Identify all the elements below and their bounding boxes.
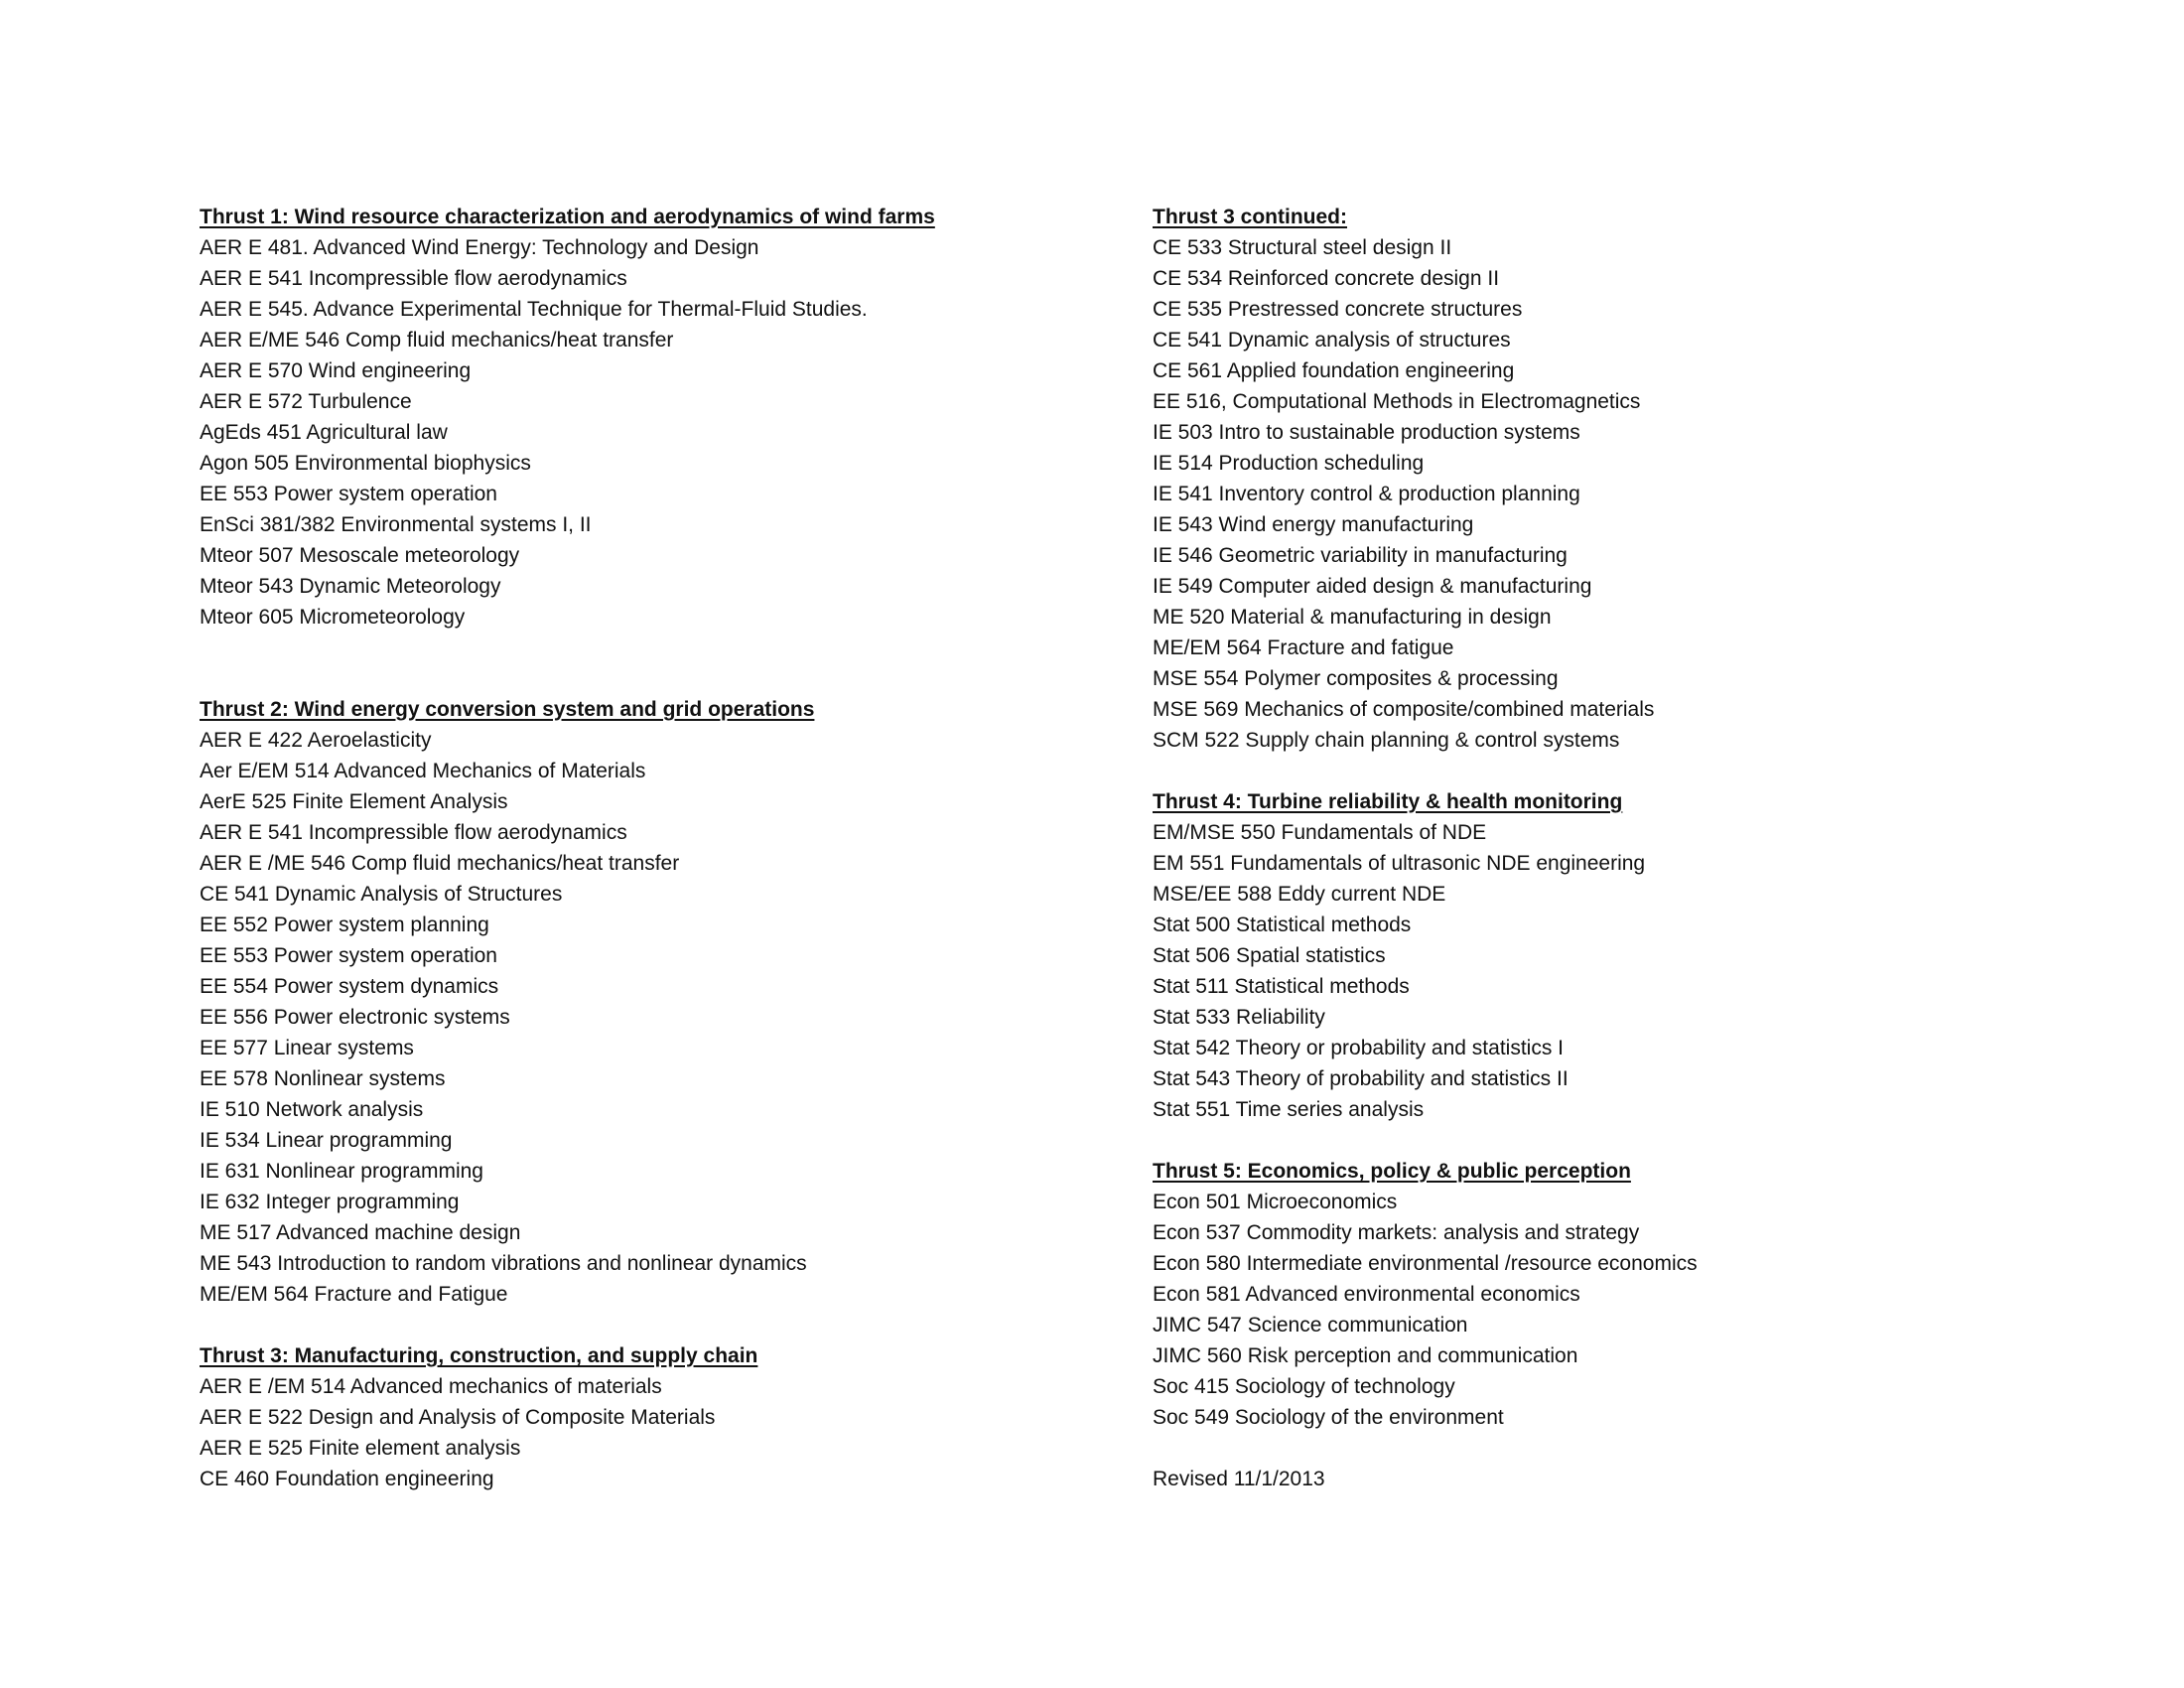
left-column xyxy=(200,202,1123,1494)
section-spacer xyxy=(1153,1433,2046,1464)
course-item: EnSci 381/382 Environmental systems I, II xyxy=(200,513,592,536)
course-item: CE 541 Dynamic analysis of structures xyxy=(1153,329,1511,352)
course-item: EE 578 Nonlinear systems xyxy=(200,1067,446,1090)
thrust5-heading: Thrust 5: Economics, policy & public perception xyxy=(1153,1160,1631,1183)
course-item: AER E 541 Incompressible flow aerodynamics xyxy=(200,267,627,290)
thrust4-section xyxy=(1153,786,2046,1125)
course-item: AER E 572 Turbulence xyxy=(200,390,412,413)
course-item: MSE/EE 588 Eddy current NDE xyxy=(1153,883,1446,906)
course-item: IE 534 Linear programming xyxy=(200,1129,453,1152)
course-item: Soc 549 Sociology of the environment xyxy=(1153,1406,1504,1429)
course-item: Econ 580 Intermediate environmental /resource economics xyxy=(1153,1252,1698,1275)
thrust2-heading: Thrust 2: Wind energy conversion system and grid operations xyxy=(200,698,815,721)
course-item: AER E 522 Design and Analysis of Composite Materials xyxy=(200,1406,716,1429)
course-item: IE 546 Geometric variability in manufacturing xyxy=(1153,544,1568,567)
course-item: EE 553 Power system operation xyxy=(200,483,497,505)
course-item: MSE 554 Polymer composites & processing xyxy=(1153,667,1559,690)
course-item: Econ 537 Commodity markets: analysis and strategy xyxy=(1153,1221,1640,1244)
course-item: CE 535 Prestressed concrete structures xyxy=(1153,298,1523,321)
thrust2-course-list xyxy=(200,725,1123,1310)
course-item: Stat 533 Reliability xyxy=(1153,1006,1325,1029)
course-item: MSE 569 Mechanics of composite/combined materials xyxy=(1153,698,1655,721)
course-item: Mteor 507 Mesoscale meteorology xyxy=(200,544,520,567)
thrust3-continued-course-list xyxy=(1153,232,2046,756)
course-item: Stat 542 Theory or probability and statistics I xyxy=(1153,1037,1564,1059)
thrust4-course-list xyxy=(1153,817,2046,1125)
course-item: IE 543 Wind energy manufacturing xyxy=(1153,513,1474,536)
section-spacer xyxy=(1153,756,2046,786)
course-item: IE 549 Computer aided design & manufacturing xyxy=(1153,575,1592,598)
course-item: AER E 541 Incompressible flow aerodynamics xyxy=(200,821,627,844)
thrust3-continued-section xyxy=(1153,202,2046,756)
revised-date: Revised 11/1/2013 xyxy=(1153,1468,1325,1490)
course-item: SCM 522 Supply chain planning & control systems xyxy=(1153,729,1620,752)
course-item: AER E 525 Finite element analysis xyxy=(200,1437,521,1460)
thrust4-heading: Thrust 4: Turbine reliability & health monitoring xyxy=(1153,790,1623,813)
course-item: EE 516, Computational Methods in Electromagnetics xyxy=(1153,390,1641,413)
course-item: ME 520 Material & manufacturing in design xyxy=(1153,606,1552,629)
course-item: CE 460 Foundation engineering xyxy=(200,1468,494,1490)
thrust1-course-list xyxy=(200,232,1123,633)
course-item: IE 632 Integer programming xyxy=(200,1191,460,1213)
section-spacer xyxy=(200,1310,1123,1340)
thrust5-course-list xyxy=(1153,1187,2046,1433)
course-item: Mteor 543 Dynamic Meteorology xyxy=(200,575,501,598)
course-item: CE 561 Applied foundation engineering xyxy=(1153,359,1515,382)
course-item: Stat 551 Time series analysis xyxy=(1153,1098,1425,1121)
course-item: AgEds 451 Agricultural law xyxy=(200,421,448,444)
course-item: CE 533 Structural steel design II xyxy=(1153,236,1452,259)
course-item: IE 514 Production scheduling xyxy=(1153,452,1425,475)
course-item: EM/MSE 550 Fundamentals of NDE xyxy=(1153,821,1487,844)
thrust3-course-list xyxy=(200,1371,1123,1494)
course-item: ME 543 Introduction to random vibrations and nonlinear dynamics xyxy=(200,1252,807,1275)
course-item: Agon 505 Environmental biophysics xyxy=(200,452,531,475)
section-spacer xyxy=(200,633,1123,694)
course-item: AER E/ME 546 Comp fluid mechanics/heat transfer xyxy=(200,329,674,352)
course-item: Aer E/EM 514 Advanced Mechanics of Materials xyxy=(200,760,646,782)
course-item: AER E 545. Advance Experimental Technique for Thermal-Fluid Studies. xyxy=(200,298,868,321)
course-item: Stat 511 Statistical methods xyxy=(1153,975,1410,998)
course-item: EE 553 Power system operation xyxy=(200,944,497,967)
course-item: AER E 422 Aeroelasticity xyxy=(200,729,432,752)
course-item: Econ 501 Microeconomics xyxy=(1153,1191,1398,1213)
thrust3-section xyxy=(200,1340,1123,1494)
thrust1-section xyxy=(200,202,1123,633)
course-item: EM 551 Fundamentals of ultrasonic NDE engineering xyxy=(1153,852,1646,875)
course-item: Stat 500 Statistical methods xyxy=(1153,914,1412,936)
course-item: Stat 506 Spatial statistics xyxy=(1153,944,1386,967)
thrust2-section xyxy=(200,694,1123,1310)
course-item: AER E /ME 546 Comp fluid mechanics/heat transfer xyxy=(200,852,680,875)
course-item: JIMC 560 Risk perception and communication xyxy=(1153,1344,1578,1367)
thrust1-heading: Thrust 1: Wind resource characterization and aerodynamics of wind farms xyxy=(200,206,935,228)
course-item: CE 534 Reinforced concrete design II xyxy=(1153,267,1500,290)
course-item: IE 541 Inventory control & production planning xyxy=(1153,483,1580,505)
course-item: IE 503 Intro to sustainable production systems xyxy=(1153,421,1580,444)
thrust3-heading: Thrust 3: Manufacturing, construction, and supply chain xyxy=(200,1344,758,1367)
course-item: AerE 525 Finite Element Analysis xyxy=(200,790,508,813)
course-item: AER E 481. Advanced Wind Energy: Technology and Design xyxy=(200,236,759,259)
section-spacer xyxy=(1153,1125,2046,1156)
course-item: CE 541 Dynamic Analysis of Structures xyxy=(200,883,563,906)
course-item: Mteor 605 Micrometeorology xyxy=(200,606,466,629)
course-item: Soc 415 Sociology of technology xyxy=(1153,1375,1455,1398)
course-item: AER E 570 Wind engineering xyxy=(200,359,472,382)
course-item: Stat 543 Theory of probability and statistics II xyxy=(1153,1067,1569,1090)
course-item: AER E /EM 514 Advanced mechanics of materials xyxy=(200,1375,662,1398)
thrust3-continued-heading: Thrust 3 continued: xyxy=(1153,206,1347,228)
course-item: ME/EM 564 Fracture and fatigue xyxy=(1153,636,1454,659)
course-item: ME 517 Advanced machine design xyxy=(200,1221,521,1244)
right-column xyxy=(1153,202,2046,1494)
course-item: Econ 581 Advanced environmental economics xyxy=(1153,1283,1580,1306)
course-item: IE 631 Nonlinear programming xyxy=(200,1160,483,1183)
course-item: IE 510 Network analysis xyxy=(200,1098,424,1121)
course-item: EE 556 Power electronic systems xyxy=(200,1006,510,1029)
course-item: JIMC 547 Science communication xyxy=(1153,1314,1468,1336)
course-item: EE 552 Power system planning xyxy=(200,914,489,936)
course-item: EE 554 Power system dynamics xyxy=(200,975,499,998)
course-item: ME/EM 564 Fracture and Fatigue xyxy=(200,1283,508,1306)
course-item: EE 577 Linear systems xyxy=(200,1037,414,1059)
thrust5-section xyxy=(1153,1156,2046,1433)
